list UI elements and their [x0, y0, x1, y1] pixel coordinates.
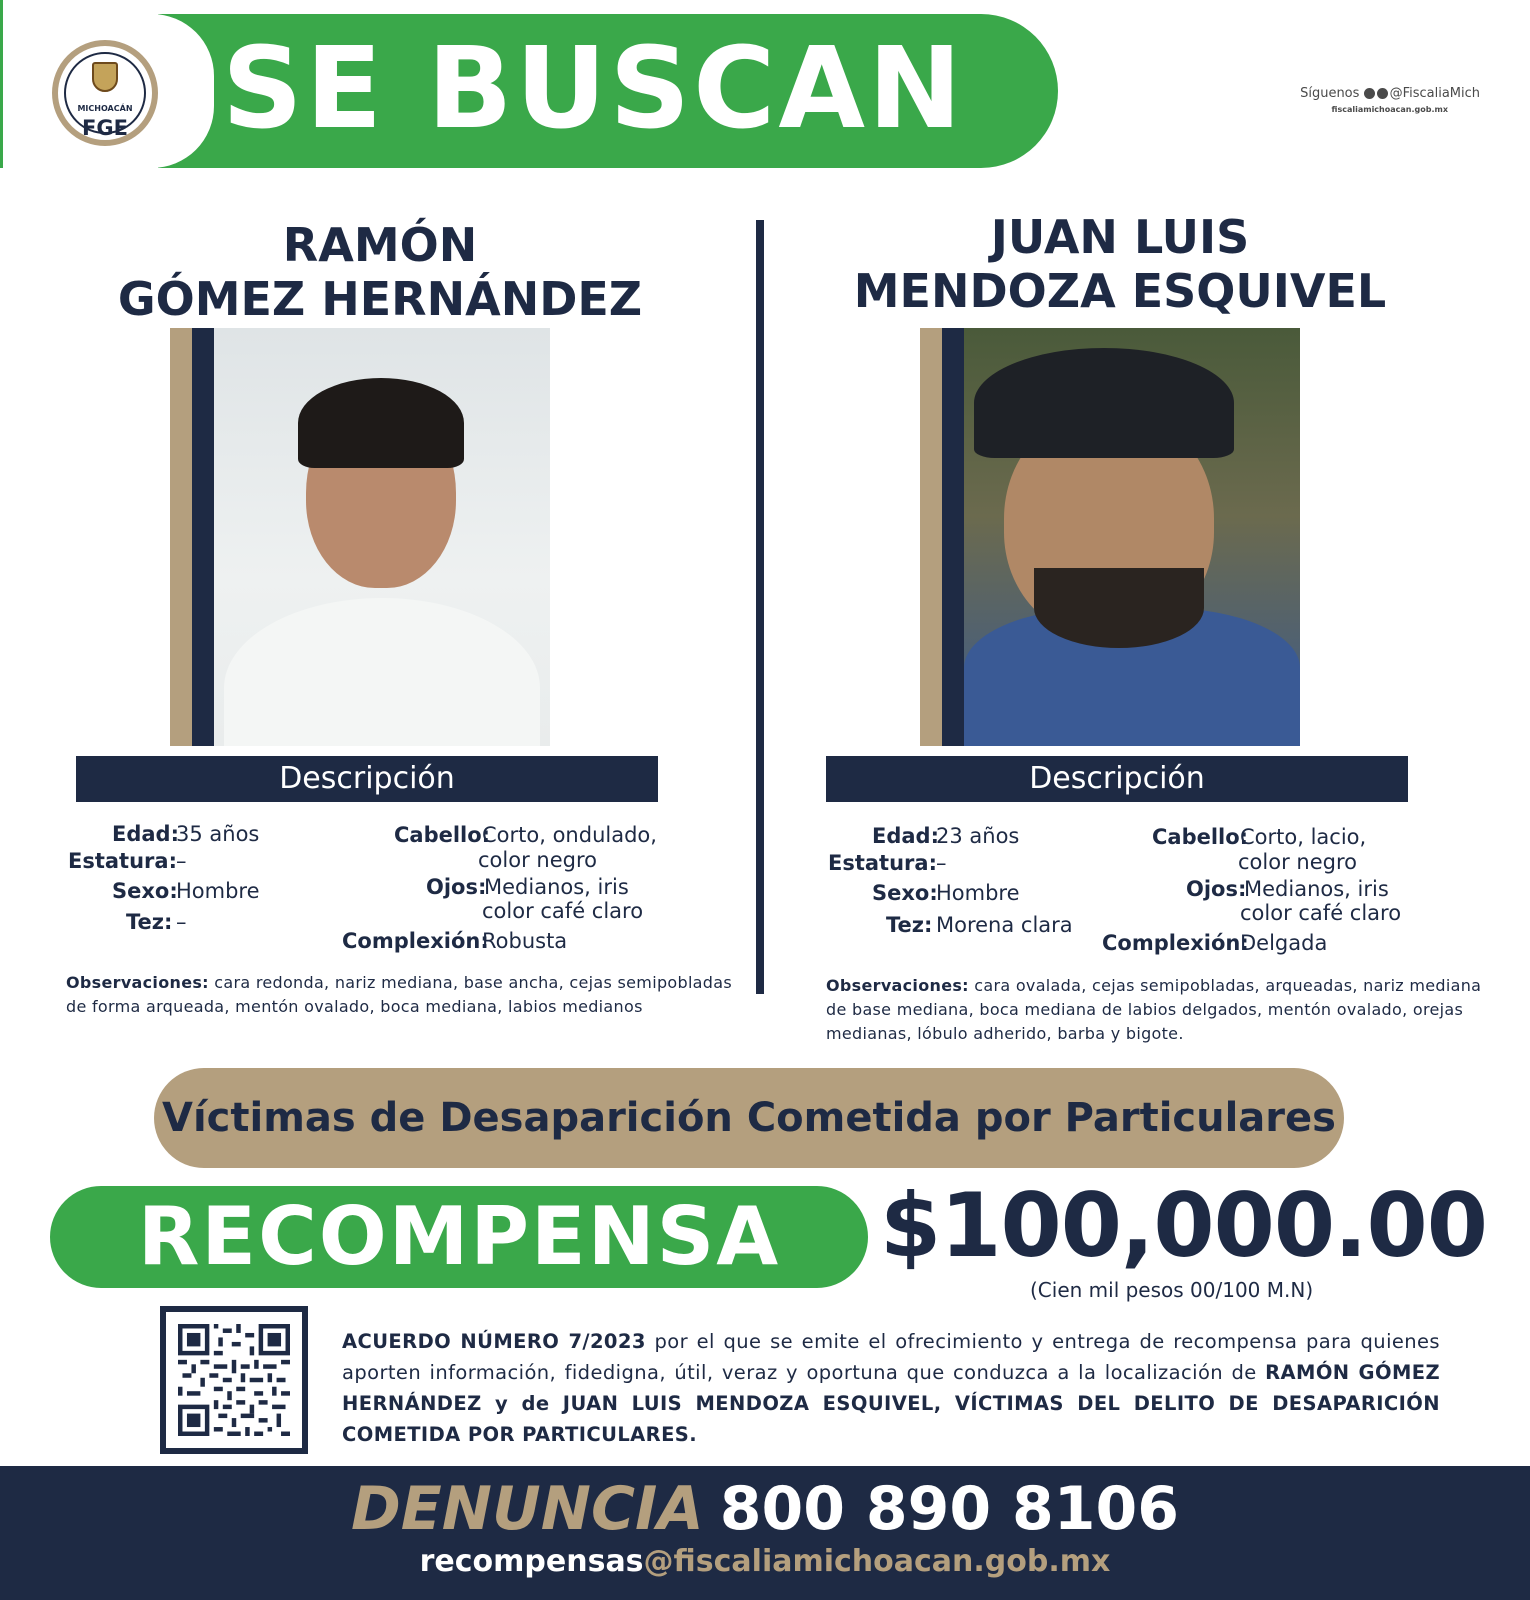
p2-ojos-value-2: color café claro: [1240, 901, 1402, 925]
social-icons: [1364, 86, 1390, 101]
p1-ojos-value-2: color café claro: [482, 899, 644, 923]
person1-last-name: GÓMEZ HERNÁNDEZ: [117, 272, 643, 326]
logo-state: MICHOACÁN: [77, 104, 133, 113]
p2-tez-label: Tez:: [886, 913, 933, 937]
p2-cabello-value-1: Corto, lacio,: [1240, 825, 1367, 849]
p1-complexion-label: Complexión:: [342, 929, 489, 953]
photo2-gold-stripe: [920, 328, 942, 746]
report-line: [0, 1474, 1530, 1544]
p2-cabello-value-2: color negro: [1238, 850, 1357, 874]
social-handle: @FiscaliaMich: [1389, 86, 1480, 101]
p1-edad-label: Edad:: [112, 822, 179, 846]
p2-edad-value: 23 años: [936, 824, 1020, 848]
p1-ojos-label: Ojos:: [426, 875, 487, 899]
photo1-gold-stripe: [170, 328, 192, 746]
person2-photo: [964, 328, 1300, 746]
edge-accent-line: [0, 0, 3, 168]
person2-description-heading: Descripción: [826, 756, 1408, 802]
p2-ojos-label: Ojos:: [1186, 877, 1247, 901]
p2-edad-label: Edad:: [872, 824, 939, 848]
agreement-body: por el que se emite el ofrecimiento y entrega de recompensa para quienes aporten información, fidedigna, útil, veraz y oportuna que conduzca a la localización de: [342, 1330, 1440, 1384]
victims-banner: Víctimas de Desaparición Cometida por Particulares: [154, 1068, 1344, 1168]
p1-sexo-value: Hombre: [176, 879, 260, 903]
twitter-icon: [1377, 88, 1388, 99]
website-text: fiscaliamichoacan.gob.mx: [1331, 105, 1448, 114]
facebook-icon: [1364, 88, 1375, 99]
person1-description-heading: Descripción: [76, 756, 658, 802]
report-phone[interactable]: 800 890 8106: [719, 1474, 1179, 1544]
p2-obs-text: cara ovalada, cejas semipobladas, arqueadas, nariz mediana de base mediana, boca mediana de labios delgados, mentón ovalado, orejas medianas, lóbulo adherido, barba y bigote.: [826, 976, 1482, 1043]
agreement-text: [342, 1326, 1440, 1450]
p1-complexion-value: Robusta: [482, 929, 568, 953]
email-domain: @fiscaliamichoacan.gob.mx: [643, 1544, 1111, 1579]
photo2-navy-stripe: [942, 328, 964, 746]
p2-cabello-label: Cabello:: [1152, 825, 1249, 849]
shield-icon: [92, 62, 118, 92]
p2-sexo-value: Hombre: [936, 881, 1020, 905]
p2-complexion-value: Delgada: [1240, 931, 1328, 955]
p1-tez-value: –: [176, 910, 187, 934]
p1-edad-value: 35 años: [176, 822, 260, 846]
person1-photo: [214, 328, 550, 746]
social-follow: [1260, 86, 1480, 101]
reward-amount-words: (Cien mil pesos 00/100 M.N): [1030, 1278, 1314, 1302]
p1-cabello-value-1: Corto, ondulado,: [482, 823, 657, 847]
p1-tez-label: Tez:: [126, 910, 173, 934]
logo-abbr: FGE: [82, 116, 128, 140]
photo1-navy-stripe: [192, 328, 214, 746]
reward-label: RECOMPENSA: [137, 1190, 781, 1283]
person2-last-name: MENDOZA ESQUIVEL: [853, 264, 1387, 318]
report-email[interactable]: [0, 1544, 1530, 1579]
person2-first-name: JUAN LUIS: [990, 210, 1250, 264]
p1-sexo-label: Sexo:: [112, 879, 178, 903]
person1-name: [80, 218, 680, 326]
p1-observations: [66, 971, 736, 1019]
p2-sexo-label: Sexo:: [872, 881, 938, 905]
person2-name: [820, 210, 1420, 318]
qr-code-icon[interactable]: [178, 1324, 290, 1436]
person1-first-name: RAMÓN: [282, 218, 478, 272]
denuncia-label: DENUNCIA: [351, 1474, 704, 1544]
p2-estatura-label: Estatura:: [828, 851, 937, 875]
p1-obs-text: cara redonda, nariz mediana, base ancha, cejas semipobladas de forma arqueada, mentón ovalado, boca mediana, labios medianos: [66, 973, 732, 1016]
agreement-names: RAMÓN GÓMEZ HERNÁNDEZ y de JUAN LUIS MENDOZA ESQUIVEL: [342, 1361, 1441, 1415]
p1-estatura-value: –: [176, 849, 187, 873]
p2-observations: [826, 974, 1490, 1046]
p2-obs-label: Observaciones:: [826, 976, 969, 995]
p2-complexion-label: Complexión:: [1102, 931, 1249, 955]
social-label: Síguenos: [1300, 86, 1360, 101]
agreement-crime: , VÍCTIMAS DEL DELITO DE DESAPARICIÓN COMETIDA POR PARTICULARES.: [342, 1392, 1440, 1446]
p2-estatura-value: –: [936, 851, 947, 875]
page-title: SE BUSCAN: [222, 24, 965, 154]
p1-estatura-label: Estatura:: [68, 849, 177, 873]
p1-obs-label: Observaciones:: [66, 973, 209, 992]
p1-ojos-value-1: Medianos, iris: [484, 875, 629, 899]
p1-cabello-label: Cabello:: [394, 823, 491, 847]
p1-cabello-value-2: color negro: [478, 848, 597, 872]
p2-ojos-value-1: Medianos, iris: [1244, 877, 1389, 901]
center-divider: [756, 220, 764, 994]
reward-amount: $100,000.00: [880, 1174, 1487, 1277]
agreement-number: ACUERDO NÚMERO 7/2023: [342, 1330, 646, 1353]
email-user: recompensas: [419, 1544, 644, 1579]
p2-tez-value: Morena clara: [936, 913, 1073, 937]
